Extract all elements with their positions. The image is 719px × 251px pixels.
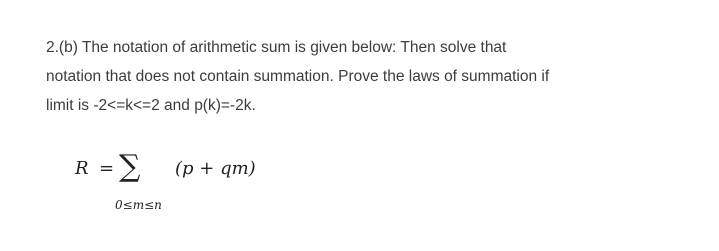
question-text [46,33,696,120]
summation-formula [75,150,335,230]
question-line-2: notation that does not contain summation. Prove the laws of summation if [46,68,550,85]
formula-lhs: R [75,158,89,179]
summation-sigma: ∑ [119,149,141,184]
equals-sign: = [99,158,115,179]
formula-summand: (p + qm) [175,158,256,179]
question-line-3: limit is -2<=k<=2 and p(k)=-2k. [46,97,256,114]
question-line-1: 2.(b) The notation of arithmetic sum is given below: Then solve that [46,39,507,56]
summation-limits: 0≤m≤n [115,198,162,212]
